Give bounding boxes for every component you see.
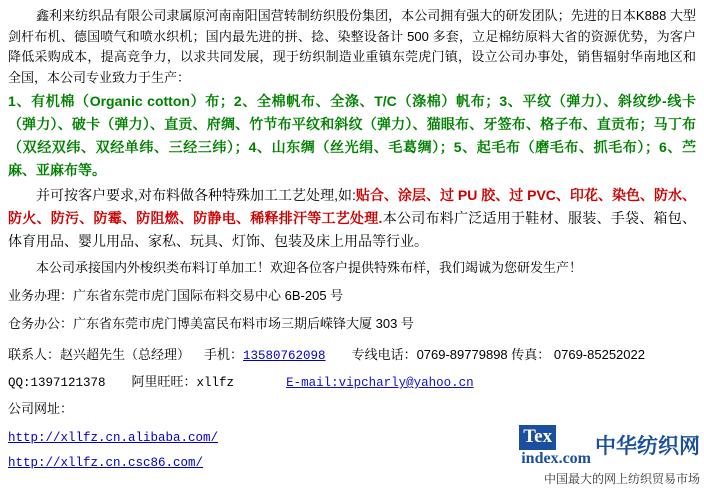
- logo-row: [450, 425, 700, 468]
- index-word: index: [521, 450, 559, 467]
- warehouse-office-value: 广东省东莞市虎门博美富民布料市场三期后嵘锋大厦 303 号: [73, 316, 414, 331]
- email-link[interactable]: vipcharly@yahoo.cn: [338, 376, 474, 390]
- logo-tagline: 中国最大的网上纺织贸易市场: [543, 472, 700, 486]
- wangwang-label: 阿里旺旺：: [131, 374, 197, 389]
- alibaba-url-link[interactable]: http://xllfz.cn.alibaba.com/: [8, 431, 219, 445]
- email-label: E-mail:: [286, 376, 339, 390]
- process-paragraph: [8, 184, 696, 253]
- website-line: [8, 397, 696, 421]
- logo-wordmark: [519, 425, 591, 468]
- mobile-number-link[interactable]: 13580762098: [243, 349, 326, 363]
- company-intro-paragraph: 鑫利来纺织品有限公司隶属原河南南阳国营转制纺织股份集团，本公司拥有强大的研发团队；先进的日本K888 大型剑杆布机、德国喷气和喷水织机；国内最先进的拼、捻、染整设备计 500 多套，立足棉纺原料大省的资源优势，为客户降低采购成本，提高竞争力，以求共同发展，现于纺织制造业重镇东莞虎门镇，设立公司办事处，销售辐射华南地区和全国，本公司专业致力于生产：: [8, 8, 696, 85]
- wangwang-value: xllfz: [196, 376, 235, 390]
- process-red-text: 贴合、涂层、过 PU 胶、过 PVC、印花、染色、防水、防火、防污、防霉、防阻燃、防静电、稀释排汗等工艺处理.: [8, 187, 697, 226]
- warehouse-office-label: 仓务办公：: [8, 316, 74, 331]
- website-label: 公司网址：: [8, 401, 74, 416]
- mobile-label: 手机：: [204, 347, 244, 362]
- process-lead-text: 并可按客户要求,对布料做各种特殊加工工艺处理,如:: [36, 187, 356, 203]
- process-tail-text: 本公司布料广泛适用于鞋材、服装、手袋、箱包、体育用品、婴儿用品、家私、玩具、灯饰、包装及床上用品等行业。: [8, 210, 697, 249]
- dotcom-text: .com: [558, 450, 591, 467]
- index-logo-text: [521, 450, 591, 468]
- contact-label: 联系人：: [8, 347, 61, 362]
- qq-value: 1397121378: [30, 376, 106, 390]
- im-line: [8, 370, 696, 395]
- business-office-line: [8, 285, 696, 307]
- contact-line: [8, 343, 696, 368]
- business-office-value: 广东省东莞市虎门国际布料交易中心 6B-205 号: [73, 288, 344, 303]
- warehouse-office-line: [8, 313, 696, 335]
- site-logo-block: [450, 425, 700, 487]
- business-office-label: 业务办理：: [8, 288, 74, 303]
- contact-name: 赵兴超先生（总经理）: [60, 347, 191, 362]
- tex-logo-mark: Tex: [519, 425, 556, 450]
- order-paragraph: 本公司承接国内外梭织类布料订单加工！欢迎各位客户提供特殊布样，我们竭诚为您研发生产！: [36, 260, 583, 275]
- fax-phone-text: 专线电话：0769-89779898 传真： 0769-85252022: [351, 347, 645, 362]
- product-list-paragraph: 1、有机棉（Organic cotton）布；2、全棉帆布、全涤、T/C（涤棉）帆布；3、平纹（弹力）、斜纹纱-线卡（弹力）、破卡（弹力）、直贡、府绸、竹节布平纹和斜纹（弹力）、猫眼布、牙签布、格子布、直贡布；马丁布（双经双纬、双经单纬、三经三纬）；4、山东绸（丝光绢、毛葛绸）；5、起毛布（磨毛布、抓毛布）；6、苎麻、亚麻布等。: [8, 93, 696, 178]
- logo-chinese-name: 中华纺织网: [595, 434, 700, 458]
- csc86-url-link[interactable]: http://xllfz.cn.csc86.com/: [8, 456, 204, 470]
- qq-label: QQ:: [8, 376, 31, 390]
